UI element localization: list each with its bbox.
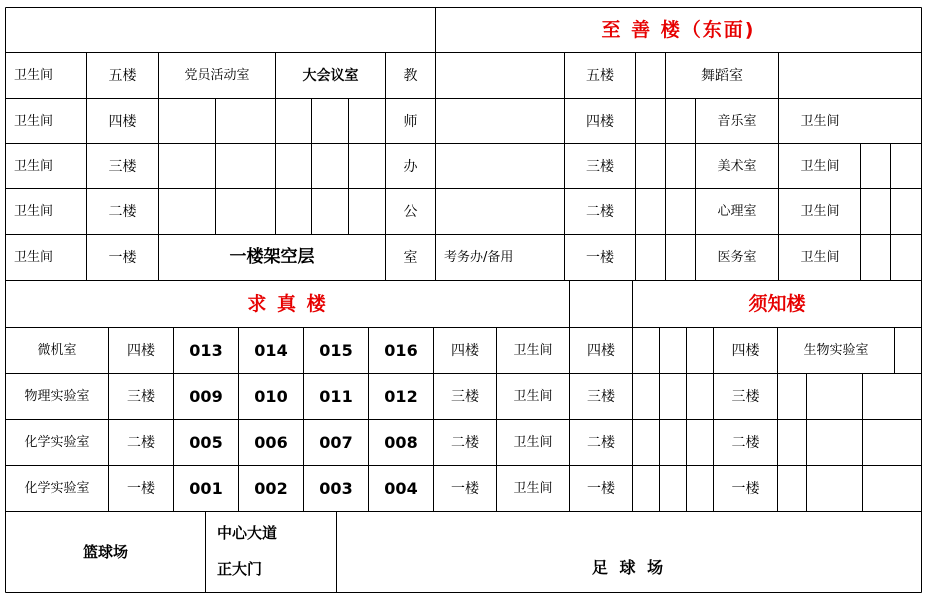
east-floor-3f: 三楼 bbox=[586, 158, 614, 175]
mid-floor-4f: 四楼 bbox=[587, 342, 615, 359]
party-activity-room: 党员活动室 bbox=[184, 68, 250, 83]
classroom-number: 003 bbox=[319, 478, 353, 498]
restroom-5f: 卫生间 bbox=[14, 68, 54, 83]
music-room: 音乐室 bbox=[717, 114, 757, 129]
qz-east-floor-2f: 二楼 bbox=[451, 434, 479, 451]
classroom-number: 010 bbox=[254, 386, 288, 406]
restroom-1f: 卫生间 bbox=[14, 250, 54, 265]
xz-floor-3f: 三楼 bbox=[731, 388, 760, 405]
computer-lab: 微机室 bbox=[37, 343, 77, 358]
mid-floor-2f: 二楼 bbox=[587, 434, 615, 451]
xz-floor-4f: 四楼 bbox=[731, 342, 760, 359]
conference-hall: 大会议室 bbox=[302, 67, 359, 84]
floor-label-2f: 二楼 bbox=[108, 203, 137, 220]
xuzhi-title: 须知楼 bbox=[748, 293, 806, 315]
teacher-office-char-3: 办 bbox=[403, 158, 418, 175]
teacher-office-char-2: 师 bbox=[403, 113, 418, 130]
football-field: 足 球 场 bbox=[591, 558, 667, 577]
east-restroom-1f: 卫生间 bbox=[800, 250, 840, 265]
qz-restroom-1f: 卫生间 bbox=[513, 481, 553, 496]
qz-floor-1f: 一楼 bbox=[127, 480, 155, 497]
east-floor-1f: 一楼 bbox=[586, 249, 614, 266]
exam-office: 考务办/备用 bbox=[444, 250, 514, 265]
chemistry-lab-2f: 化学实验室 bbox=[24, 435, 90, 450]
xz-floor-1f: 一楼 bbox=[731, 480, 760, 497]
classroom-number: 007 bbox=[319, 432, 353, 452]
qz-east-floor-3f: 三楼 bbox=[451, 388, 479, 405]
classroom-number: 001 bbox=[189, 478, 223, 498]
teacher-office-char-5: 室 bbox=[403, 249, 418, 266]
floor-label-3f: 三楼 bbox=[108, 158, 137, 175]
clinic-room: 医务室 bbox=[717, 250, 757, 265]
qz-restroom-4f: 卫生间 bbox=[513, 343, 553, 358]
classroom-number: 006 bbox=[254, 432, 288, 452]
central-avenue: 中心大道 bbox=[217, 523, 278, 542]
qz-restroom-3f: 卫生间 bbox=[513, 389, 553, 404]
classroom-number: 009 bbox=[189, 386, 223, 406]
classroom-number: 011 bbox=[319, 386, 353, 406]
qz-floor-3f: 三楼 bbox=[127, 388, 155, 405]
east-restroom-2f: 卫生间 bbox=[800, 204, 840, 219]
qiuzhen-title: 求 真 楼 bbox=[247, 293, 328, 315]
art-room: 美术室 bbox=[717, 159, 757, 174]
psychology-room: 心理室 bbox=[717, 204, 757, 219]
restroom-2f: 卫生间 bbox=[14, 204, 54, 219]
dance-room: 舞蹈室 bbox=[701, 67, 743, 84]
floor-label-4f: 四楼 bbox=[108, 113, 137, 130]
east-restroom-4f: 卫生间 bbox=[800, 114, 840, 129]
mid-floor-1f: 一楼 bbox=[587, 480, 615, 497]
teacher-office-char-1: 教 bbox=[403, 67, 418, 84]
floor-label-5f: 五楼 bbox=[108, 67, 137, 84]
classroom-number: 004 bbox=[384, 478, 418, 498]
restroom-4f: 卫生间 bbox=[14, 114, 54, 129]
east-floor-2f: 二楼 bbox=[586, 203, 614, 220]
classroom-number: 014 bbox=[254, 340, 288, 360]
physics-lab: 物理实验室 bbox=[24, 389, 90, 404]
mid-floor-3f: 三楼 bbox=[587, 388, 615, 405]
classroom-number: 005 bbox=[189, 432, 223, 452]
xz-floor-2f: 二楼 bbox=[731, 434, 760, 451]
biology-lab: 生物实验室 bbox=[803, 343, 869, 358]
classroom-number: 012 bbox=[384, 386, 418, 406]
classroom-number: 002 bbox=[254, 478, 288, 498]
qz-floor-4f: 四楼 bbox=[127, 342, 155, 359]
qz-restroom-2f: 卫生间 bbox=[513, 435, 553, 450]
floor-label-1f: 一楼 bbox=[108, 249, 137, 266]
zhishan-title: 至 善 楼（东面) bbox=[601, 18, 756, 41]
east-floor-4f: 四楼 bbox=[586, 113, 614, 130]
basketball-court: 篮球场 bbox=[82, 542, 128, 561]
classroom-number: 015 bbox=[319, 340, 353, 360]
ground-floor-open-space: 一楼架空层 bbox=[229, 247, 315, 267]
chemistry-lab-1f: 化学实验室 bbox=[24, 481, 90, 496]
classroom-number: 008 bbox=[384, 432, 418, 452]
main-gate: 正大门 bbox=[217, 559, 263, 578]
qz-east-floor-4f: 四楼 bbox=[451, 342, 479, 359]
east-restroom-3f: 卫生间 bbox=[800, 159, 840, 174]
east-floor-5f: 五楼 bbox=[586, 67, 614, 84]
restroom-3f: 卫生间 bbox=[14, 159, 54, 174]
qz-floor-2f: 二楼 bbox=[127, 434, 155, 451]
teacher-office-char-4: 公 bbox=[403, 203, 418, 220]
qz-east-floor-1f: 一楼 bbox=[451, 480, 479, 497]
classroom-number: 013 bbox=[189, 340, 223, 360]
classroom-number: 016 bbox=[384, 340, 418, 360]
